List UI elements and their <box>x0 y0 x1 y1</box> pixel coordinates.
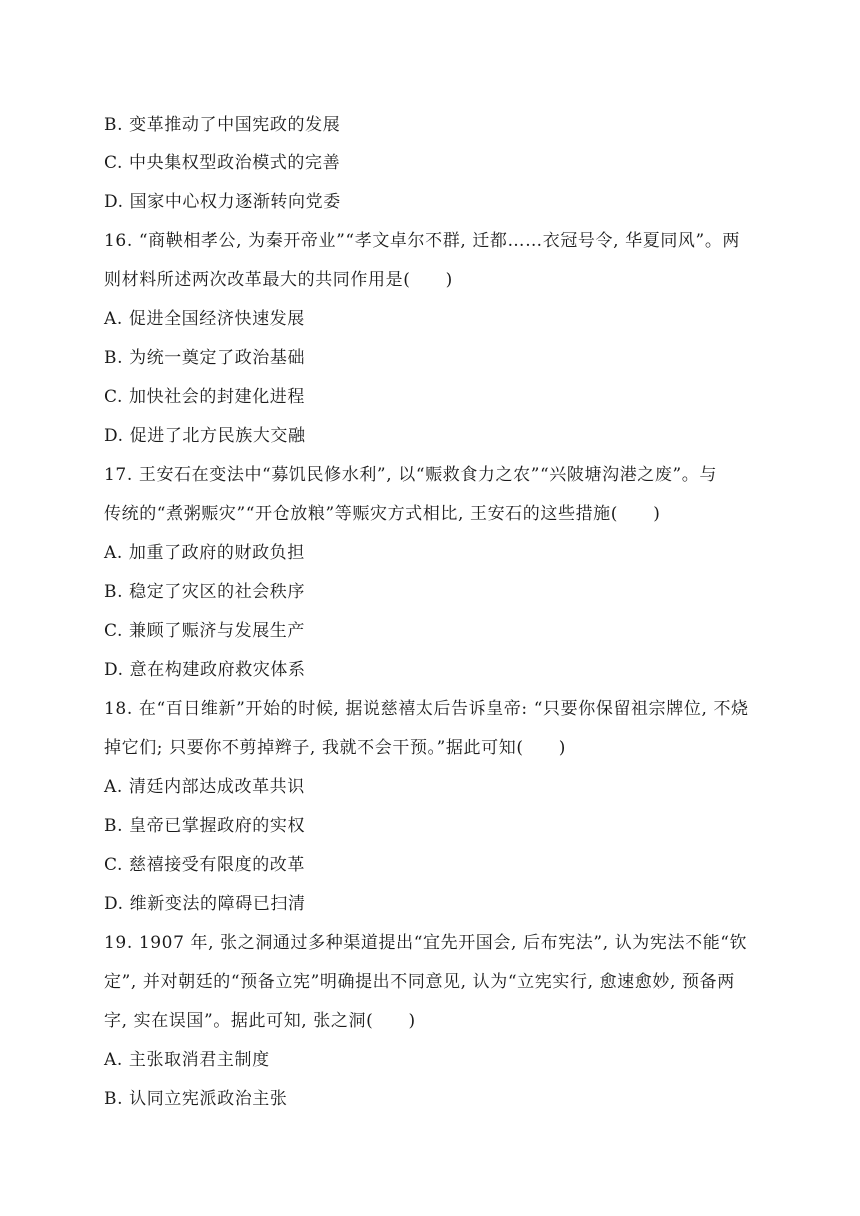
q17-option-a[interactable]: A. 加重了政府的财政负担 <box>104 543 305 563</box>
q17-option-d[interactable]: D. 意在构建政府救灾体系 <box>104 660 306 680</box>
q16-option-a[interactable]: A. 促进全国经济快速发展 <box>104 309 305 329</box>
q16-stem-line-2: 则材料所述两次改革最大的共同作用是( ) <box>104 270 453 290</box>
q19-stem-line-2: 定”, 并对朝廷的“预备立宪”明确提出不同意见, 认为“立宪实行, 愈速愈妙, 预备两 <box>104 972 735 992</box>
q15-option-b[interactable]: B. 变革推动了中国宪政的发展 <box>104 115 341 135</box>
q18-stem-line-2: 掉它们; 只要你不剪掉辫子, 我就不会干预。”据此可知( ) <box>104 738 566 758</box>
q18-option-b[interactable]: B. 皇帝已掌握政府的实权 <box>104 816 306 836</box>
q19-option-b[interactable]: B. 认同立宪派政治主张 <box>104 1089 288 1109</box>
q18-stem-line-1: 18. 在“百日维新”开始的时候, 据说慈禧太后告诉皇帝: “只要你保留祖宗牌位, 不烧 <box>104 699 749 719</box>
q18-option-d[interactable]: D. 维新变法的障碍已扫清 <box>104 894 306 914</box>
q19-stem-line-3: 字, 实在误国”。据此可知, 张之洞( ) <box>104 1011 416 1031</box>
q16-option-b[interactable]: B. 为统一奠定了政治基础 <box>104 348 306 368</box>
q15-option-c[interactable]: C. 中央集权型政治模式的完善 <box>104 153 341 173</box>
q16-option-c[interactable]: C. 加快社会的封建化进程 <box>104 387 306 407</box>
q15-option-d[interactable]: D. 国家中心权力逐渐转向党委 <box>104 192 341 212</box>
q17-option-b[interactable]: B. 稳定了灾区的社会秩序 <box>104 582 306 602</box>
q16-stem-line-1: 16. “商鞅相孝公, 为秦开帝业”“孝文卓尔不群, 迁都……衣冠号令, 华夏同风”。两 <box>104 231 741 251</box>
q17-stem-line-2: 传统的“煮粥赈灾”“开仓放粮”等赈灾方式相比, 王安石的这些措施( ) <box>104 504 661 524</box>
q19-option-a[interactable]: A. 主张取消君主制度 <box>104 1050 270 1070</box>
q17-stem-line-1: 17. 王安石在变法中“募饥民修水利”, 以“赈救食力之农”“兴陂塘沟港之废”。与 <box>104 465 717 485</box>
q19-stem-line-1: 19. 1907 年, 张之洞通过多种渠道提出“宜先开国会, 后布宪法”, 认为宪法不能“钦 <box>104 933 748 953</box>
q18-option-a[interactable]: A. 清廷内部达成改革共识 <box>104 777 305 797</box>
q18-option-c[interactable]: C. 慈禧接受有限度的改革 <box>104 855 306 875</box>
q17-option-c[interactable]: C. 兼顾了赈济与发展生产 <box>104 621 306 641</box>
q16-option-d[interactable]: D. 促进了北方民族大交融 <box>104 426 306 446</box>
